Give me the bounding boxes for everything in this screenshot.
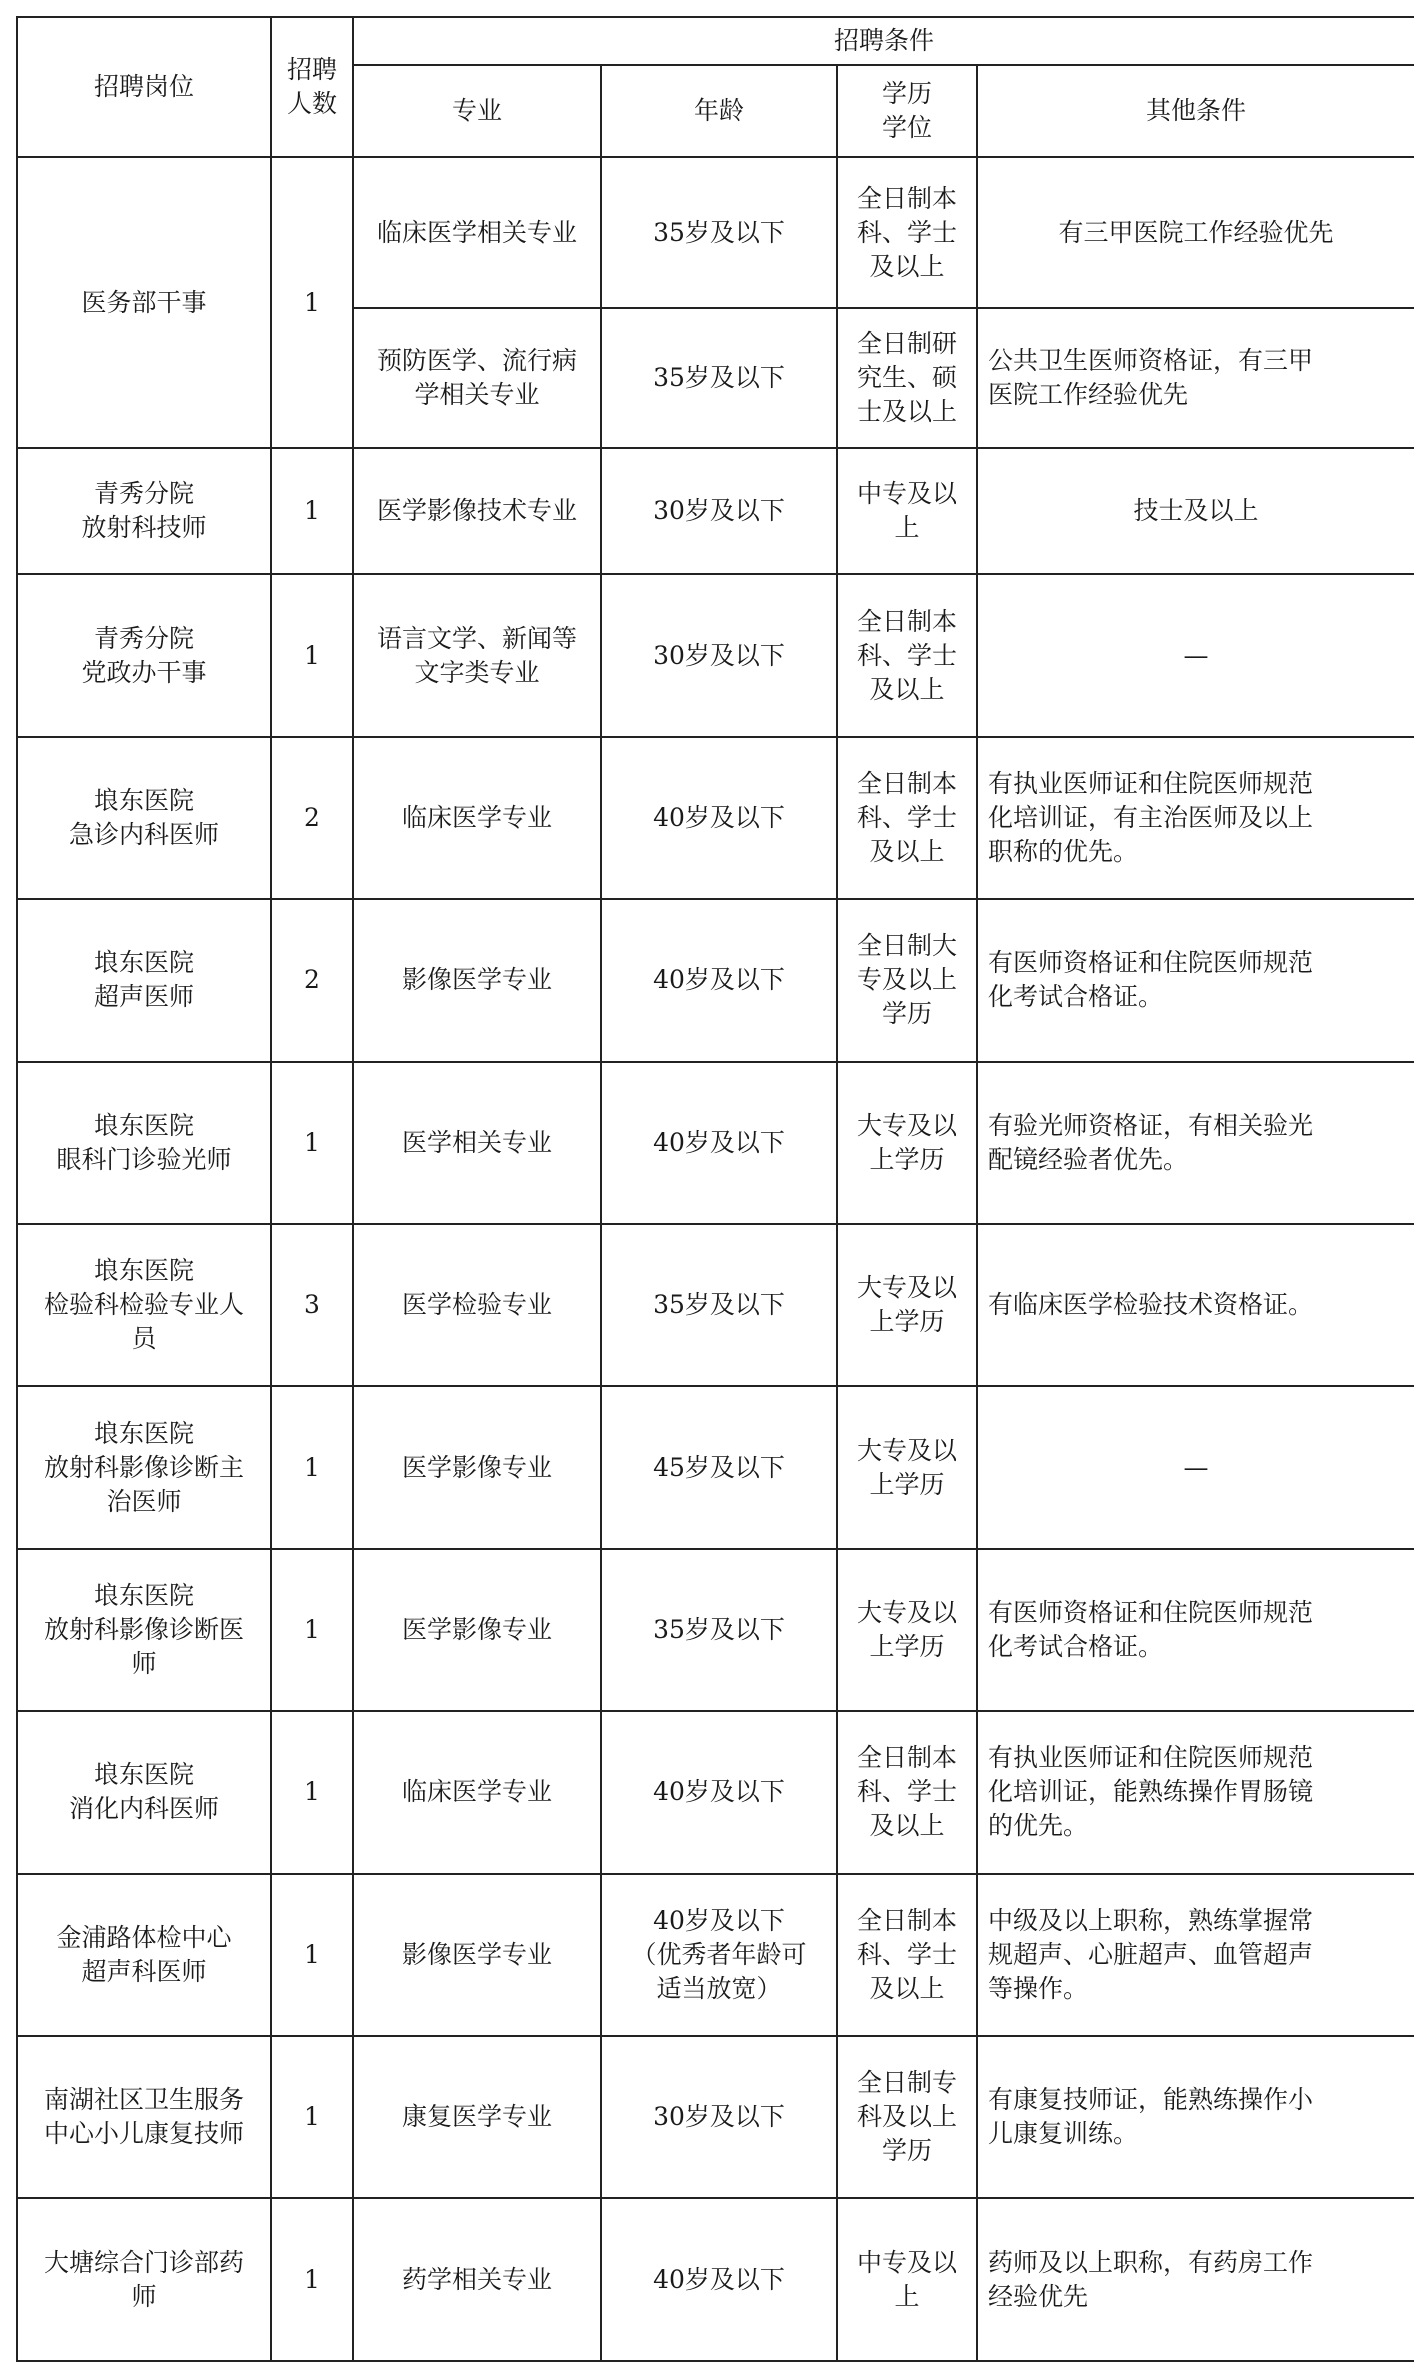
table-row [17, 1224, 1414, 1386]
cell-edu: 全日制大 专及以上 学历 [837, 899, 977, 1061]
cell-other: 有临床医学检验技术资格证。 [977, 1224, 1414, 1386]
cell-count: 1 [271, 1549, 353, 1711]
cell-other: 有执业医师证和住院医师规范 化培训证，能熟练操作胃肠镜 的优先。 [977, 1711, 1414, 1873]
cell-count: 1 [271, 2036, 353, 2198]
table-row [17, 574, 1414, 736]
cell-count: 1 [271, 1874, 353, 2036]
cell-count: 1 [271, 1711, 353, 1873]
header-post: 招聘岗位 [17, 17, 271, 157]
cell-post: 青秀分院 党政办干事 [17, 574, 271, 736]
cell-edu: 全日制本 科、学士 及以上 [837, 574, 977, 736]
cell-other: 药师及以上职称，有药房工作 经验优先 [977, 2198, 1414, 2361]
cell-other: 有医师资格证和住院医师规范 化考试合格证。 [977, 899, 1414, 1061]
cell-major: 医学检验专业 [353, 1224, 601, 1386]
cell-count: 1 [271, 2198, 353, 2361]
cell-major: 临床医学专业 [353, 737, 601, 899]
cell-major: 语言文学、新闻等 文字类专业 [353, 574, 601, 736]
recruitment-table [16, 16, 1414, 2362]
cell-edu: 全日制本 科、学士 及以上 [837, 737, 977, 899]
table-row [17, 1549, 1414, 1711]
cell-age: 35岁及以下 [601, 1224, 837, 1386]
header-other: 其他条件 [977, 65, 1414, 157]
cell-age: 40岁及以下 [601, 1062, 837, 1224]
header-conditions: 招聘条件 [353, 17, 1414, 65]
cell-other: 有执业医师证和住院医师规范 化培训证，有主治医师及以上 职称的优先。 [977, 737, 1414, 899]
cell-other: 公共卫生医师资格证，有三甲 医院工作经验优先 [977, 308, 1414, 448]
table-row [17, 737, 1414, 899]
cell-other: 有医师资格证和住院医师规范 化考试合格证。 [977, 1549, 1414, 1711]
header-count: 招聘 人数 [271, 17, 353, 157]
cell-edu: 中专及以 上 [837, 2198, 977, 2361]
cell-post: 埌东医院 放射科影像诊断主 治医师 [17, 1386, 271, 1548]
cell-post: 埌东医院 超声医师 [17, 899, 271, 1061]
header-major: 专业 [353, 65, 601, 157]
cell-major: 临床医学相关专业 [353, 157, 601, 307]
cell-major: 医学影像专业 [353, 1386, 601, 1548]
cell-age: 35岁及以下 [601, 157, 837, 307]
cell-major: 医学影像技术专业 [353, 448, 601, 574]
cell-count: 2 [271, 737, 353, 899]
table-row [17, 899, 1414, 1061]
table-body [17, 17, 1414, 2361]
cell-major: 预防医学、流行病 学相关专业 [353, 308, 601, 448]
table-row [17, 1386, 1414, 1548]
cell-major: 临床医学专业 [353, 1711, 601, 1873]
cell-edu: 大专及以 上学历 [837, 1386, 977, 1548]
table-row [17, 1711, 1414, 1873]
cell-edu: 大专及以 上学历 [837, 1549, 977, 1711]
cell-edu: 大专及以 上学历 [837, 1062, 977, 1224]
cell-count: 2 [271, 899, 353, 1061]
cell-age: 30岁及以下 [601, 448, 837, 574]
cell-count: 1 [271, 1386, 353, 1548]
cell-edu: 全日制本 科、学士 及以上 [837, 157, 977, 307]
table-row [17, 157, 1414, 307]
cell-other: 有康复技师证，能熟练操作小 儿康复训练。 [977, 2036, 1414, 2198]
cell-other: 有三甲医院工作经验优先 [977, 157, 1414, 307]
cell-major: 影像医学专业 [353, 1874, 601, 2036]
cell-age: 45岁及以下 [601, 1386, 837, 1548]
cell-major: 影像医学专业 [353, 899, 601, 1061]
cell-age: 30岁及以下 [601, 2036, 837, 2198]
cell-edu: 大专及以 上学历 [837, 1224, 977, 1386]
cell-edu: 全日制本 科、学士 及以上 [837, 1874, 977, 2036]
cell-edu: 全日制研 究生、硕 士及以上 [837, 308, 977, 448]
cell-post: 医务部干事 [17, 157, 271, 448]
cell-age: 35岁及以下 [601, 308, 837, 448]
cell-age: 40岁及以下 [601, 737, 837, 899]
cell-age: 40岁及以下 （优秀者年龄可 适当放宽） [601, 1874, 837, 2036]
header-age: 年龄 [601, 65, 837, 157]
cell-major: 康复医学专业 [353, 2036, 601, 2198]
cell-post: 金浦路体检中心 超声科医师 [17, 1874, 271, 2036]
cell-post: 南湖社区卫生服务 中心小儿康复技师 [17, 2036, 271, 2198]
cell-count: 1 [271, 157, 353, 448]
cell-other: — [977, 1386, 1414, 1548]
header-row-top [17, 17, 1414, 65]
cell-post: 埌东医院 检验科检验专业人 员 [17, 1224, 271, 1386]
cell-other: — [977, 574, 1414, 736]
cell-count: 3 [271, 1224, 353, 1386]
cell-age: 30岁及以下 [601, 574, 837, 736]
cell-age: 40岁及以下 [601, 1711, 837, 1873]
cell-count: 1 [271, 448, 353, 574]
table-row [17, 2198, 1414, 2361]
cell-post: 埌东医院 消化内科医师 [17, 1711, 271, 1873]
cell-age: 35岁及以下 [601, 1549, 837, 1711]
cell-count: 1 [271, 1062, 353, 1224]
header-edu: 学历 学位 [837, 65, 977, 157]
cell-post: 埌东医院 急诊内科医师 [17, 737, 271, 899]
cell-post: 青秀分院 放射科技师 [17, 448, 271, 574]
table-row [17, 1062, 1414, 1224]
cell-age: 40岁及以下 [601, 2198, 837, 2361]
table-row [17, 1874, 1414, 2036]
cell-major: 医学影像专业 [353, 1549, 601, 1711]
cell-other: 技士及以上 [977, 448, 1414, 574]
cell-edu: 全日制专 科及以上 学历 [837, 2036, 977, 2198]
cell-age: 40岁及以下 [601, 899, 837, 1061]
cell-edu: 中专及以 上 [837, 448, 977, 574]
cell-other: 有验光师资格证，有相关验光 配镜经验者优先。 [977, 1062, 1414, 1224]
cell-major: 医学相关专业 [353, 1062, 601, 1224]
cell-edu: 全日制本 科、学士 及以上 [837, 1711, 977, 1873]
cell-count: 1 [271, 574, 353, 736]
cell-post: 埌东医院 眼科门诊验光师 [17, 1062, 271, 1224]
cell-post: 大塘综合门诊部药 师 [17, 2198, 271, 2361]
table-row [17, 2036, 1414, 2198]
table-row [17, 448, 1414, 574]
cell-major: 药学相关专业 [353, 2198, 601, 2361]
cell-post: 埌东医院 放射科影像诊断医 师 [17, 1549, 271, 1711]
cell-other: 中级及以上职称，熟练掌握常 规超声、心脏超声、血管超声 等操作。 [977, 1874, 1414, 2036]
